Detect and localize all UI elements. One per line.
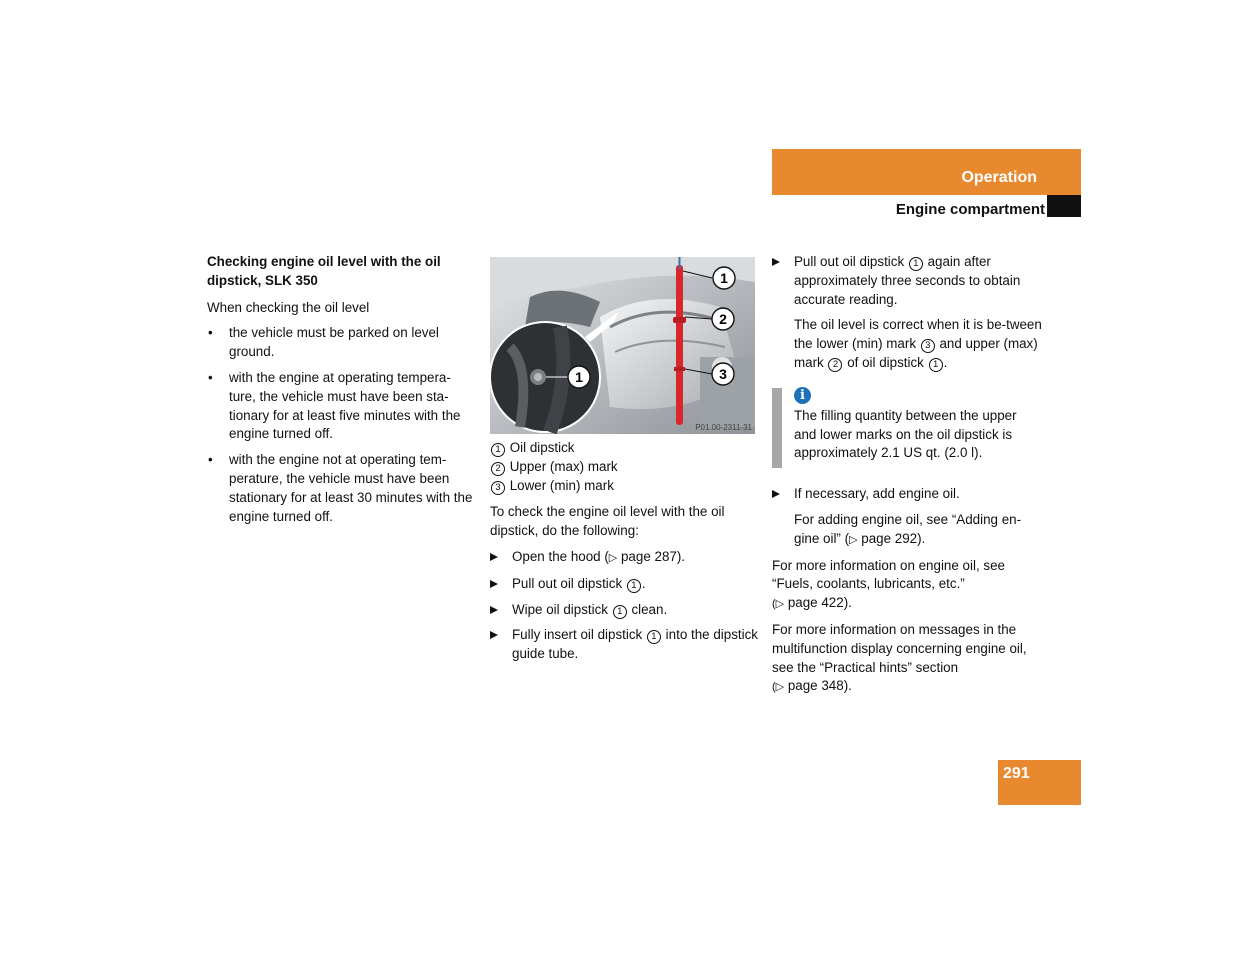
instructions-intro: To check the engine oil level with the oil dipstick, do the following:: [490, 504, 725, 539]
step-item: Fully insert oil dipstick 1 into the dipstick guide tube.: [490, 626, 760, 664]
bullet-item: • with the engine not at operating tem-perature, the vehicle must have been stationary for at least 30 minutes with the engine turned off.: [207, 451, 475, 526]
callout-label: 1: [720, 270, 728, 286]
figure-legend: [490, 439, 760, 495]
info-text: The filling quantity between the upper and lower marks on the oil dipstick is approximately 2.1 US qt. (2.0 l).: [794, 407, 1017, 461]
heading: Checking engine oil level with the oil dipstick, SLK 350: [207, 254, 441, 288]
subsection-title: Engine compartment: [895, 201, 1045, 218]
section-marker: [1047, 195, 1081, 217]
legend-item: 1 Oil dipstick: [490, 439, 760, 458]
adding-oil-note: For adding engine oil, see “Adding en-gine oil” (▷ page 292).: [794, 511, 1022, 546]
page-number: 291: [1003, 765, 1030, 782]
engine-illustration: [490, 257, 755, 434]
step-item: Wipe oil dipstick 1 clean.: [490, 601, 760, 620]
more-info-paragraph: For more information on messages in the multifunction display concerning engine oil, see the “Practical hints” section (▷ page 348).: [772, 621, 1027, 694]
step-arrow-icon: [490, 580, 498, 588]
legend-item: 2 Upper (max) mark: [490, 458, 760, 477]
step-item: Open the hood (▷ page 287).: [490, 548, 760, 568]
legend-item: 3 Lower (min) mark: [490, 477, 760, 496]
step-item: If necessary, add engine oil.: [772, 485, 1042, 504]
callout-label: 1: [575, 369, 583, 385]
section-title: Operation: [961, 169, 1037, 186]
info-icon: i: [794, 387, 811, 404]
step-arrow-icon: [490, 553, 498, 561]
step-arrow-icon: [772, 258, 780, 266]
step-arrow-icon: [490, 631, 498, 639]
oil-level-note: The oil level is correct when it is be-tween the lower (min) mark 3 and upper (max) mark 2 of oil dipstick 1 .: [794, 317, 1042, 370]
column-2: [490, 257, 760, 671]
info-box: [772, 386, 1042, 463]
more-info-paragraph: For more information on engine oil, see “Fuels, coolants, lubricants, etc.” (▷ page 422).: [772, 557, 1005, 611]
step-arrow-icon: [490, 606, 498, 614]
step-item: Pull out oil dipstick 1 .: [490, 575, 760, 594]
bullet-item: • the vehicle must be parked on level ground.: [207, 324, 475, 362]
callout-label: 3: [719, 366, 727, 382]
bullet-item: • with the engine at operating tempera-ture, the vehicle must have been sta-tionary for at least five minutes with the engine turned off.: [207, 369, 475, 444]
engine-photo: [490, 257, 755, 434]
column-1: [207, 253, 475, 533]
step-item: Pull out oil dipstick 1 again after approximately three seconds to obtain accurate reading.: [772, 253, 1042, 309]
info-bar: [772, 388, 782, 468]
figure-code: P01.00-2311-31: [695, 423, 752, 432]
column-3: [772, 253, 1042, 704]
step-arrow-icon: [772, 490, 780, 498]
callout-label: 2: [719, 311, 727, 327]
intro-text: When checking the oil level: [207, 299, 370, 315]
